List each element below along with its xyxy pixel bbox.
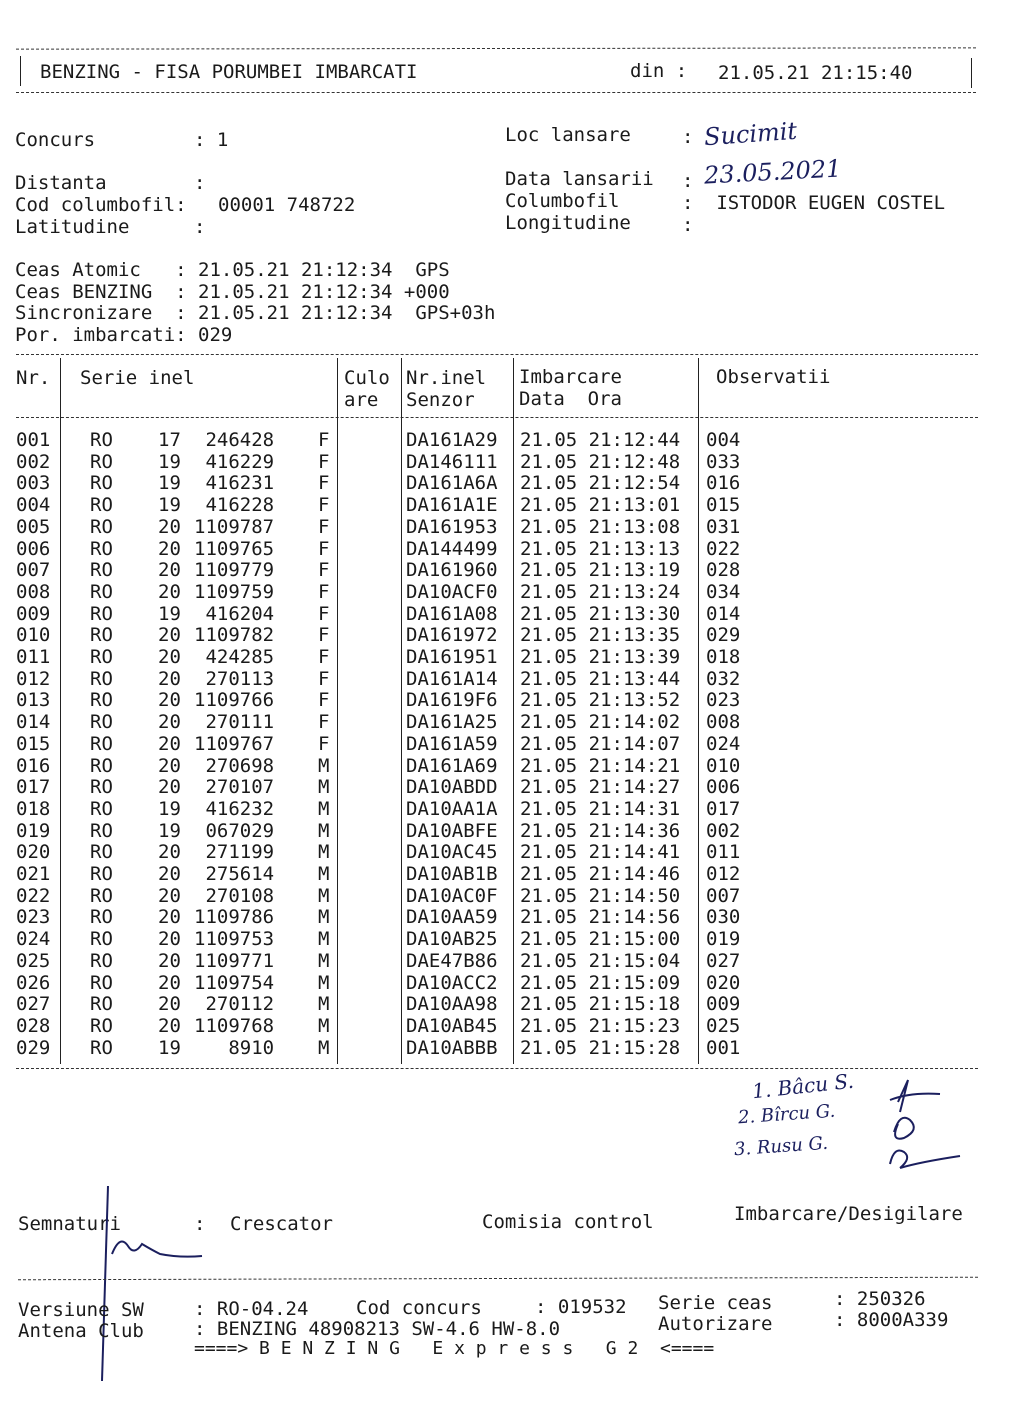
- loc-lansare-colon: :: [682, 126, 694, 148]
- autorizare-value: : 8000A339: [834, 1309, 949, 1331]
- cell-observatii: 033: [706, 450, 741, 473]
- cell-imbarcare: 21.05 21:13:44: [520, 667, 681, 690]
- data-lansarii-label: Data lansarii: [505, 168, 654, 190]
- document-title: BENZING - FISA PORUMBEI IMBARCATI: [40, 61, 418, 83]
- cell-sex: F: [318, 450, 330, 473]
- cell-sensor: DA10AC45: [406, 841, 498, 864]
- col-sep-5: [698, 358, 699, 1064]
- cell-year: 20: [158, 537, 181, 560]
- cell-year: 20: [158, 624, 181, 647]
- cell-ring-number: 416231: [194, 472, 275, 495]
- por-imbarcati-line: Por. imbarcati: 029: [15, 324, 233, 346]
- cell-sensor: DA10AB1B: [406, 863, 498, 885]
- cell-nr: 012: [16, 667, 51, 690]
- cell-year: 20: [158, 863, 181, 885]
- cell-ring-number: 416232: [194, 797, 275, 820]
- cell-nr: 010: [16, 624, 51, 647]
- cell-sex: F: [318, 624, 330, 647]
- cell-year: 20: [158, 928, 181, 951]
- cell-nr: 026: [16, 971, 51, 994]
- cell-sensor: DA10ABBB: [406, 1036, 498, 1059]
- cell-sensor: DA10AB25: [406, 928, 498, 951]
- cell-year: 19: [158, 797, 181, 820]
- cell-observatii: 002: [706, 819, 741, 842]
- cell-nr: 005: [16, 515, 51, 538]
- cell-imbarcare: 21.05 21:14:02: [520, 711, 681, 734]
- cell-sensor: DAE47B86: [406, 949, 498, 972]
- col-header-imbarcare-1: Imbarcare: [519, 366, 622, 388]
- cell-observatii: 022: [706, 537, 741, 560]
- cell-year: 19: [158, 450, 181, 473]
- cell-nr: 022: [16, 884, 51, 907]
- ceas-atomic-line: Ceas Atomic : 21.05.21 21:12:34 GPS: [15, 259, 450, 281]
- cell-sex: F: [318, 667, 330, 690]
- cell-ring-number: 270698: [194, 754, 275, 777]
- imbarcare-desigilare-label: Imbarcare/Desigilare: [734, 1203, 963, 1225]
- header-left-border: [20, 56, 21, 86]
- distanta-value: :: [194, 172, 206, 194]
- cell-country: RO: [90, 494, 113, 517]
- data-lansarii-colon: :: [682, 170, 694, 192]
- commission-note-3: 3. Rusu G.: [733, 1132, 829, 1161]
- cell-nr: 004: [16, 494, 51, 517]
- cell-nr: 029: [16, 1036, 51, 1059]
- cell-year: 20: [158, 971, 181, 994]
- cell-observatii: 031: [706, 515, 741, 538]
- cod-concurs-value: : 019532: [535, 1296, 627, 1318]
- cell-sex: F: [318, 494, 330, 517]
- cell-country: RO: [90, 884, 113, 907]
- cell-nr: 028: [16, 1014, 51, 1037]
- cell-imbarcare: 21.05 21:14:21: [520, 754, 681, 777]
- cell-year: 20: [158, 776, 181, 799]
- cell-nr: 017: [16, 776, 51, 799]
- cell-observatii: 032: [706, 667, 741, 690]
- cell-ring-number: 1109787: [194, 515, 275, 538]
- cell-nr: 015: [16, 732, 51, 755]
- cell-observatii: 011: [706, 841, 741, 864]
- cell-country: RO: [90, 515, 113, 538]
- cell-country: RO: [90, 624, 113, 647]
- col-header-observatii: Observatii: [716, 366, 831, 388]
- cell-sex: M: [318, 949, 330, 972]
- cell-imbarcare: 21.05 21:13:39: [520, 646, 681, 668]
- cell-imbarcare: 21.05 21:15:00: [520, 928, 681, 951]
- cell-year: 19: [158, 602, 181, 625]
- sincronizare-line: Sincronizare : 21.05.21 21:12:34 GPS+03h: [15, 302, 496, 324]
- latitudine-value: :: [194, 216, 206, 238]
- cell-year: 19: [158, 1036, 181, 1059]
- cell-country: RO: [90, 429, 113, 451]
- din-value: 21.05.21 21:15:40: [718, 62, 913, 84]
- col-header-imbarcare-2: Data Ora: [519, 388, 622, 410]
- cell-ring-number: 8910: [194, 1036, 275, 1059]
- commission-note-1: 1. Bâcu S.: [751, 1068, 855, 1104]
- cell-sex: F: [318, 711, 330, 734]
- cell-country: RO: [90, 971, 113, 994]
- cell-sensor: DA161953: [406, 515, 498, 538]
- cell-sensor: DA1619F6: [406, 689, 498, 712]
- cell-imbarcare: 21.05 21:13:01: [520, 494, 681, 517]
- cell-sensor: DA144499: [406, 537, 498, 560]
- commission-signatures: [880, 1072, 970, 1182]
- cell-observatii: 015: [706, 494, 741, 517]
- cell-nr: 002: [16, 450, 51, 473]
- cell-ring-number: 270107: [194, 776, 275, 799]
- cell-imbarcare: 21.05 21:15:28: [520, 1036, 681, 1059]
- cell-country: RO: [90, 646, 113, 668]
- cell-sensor: DA161951: [406, 646, 498, 668]
- cell-observatii: 014: [706, 602, 741, 625]
- comisia-control-label: Comisia control: [482, 1211, 654, 1233]
- cell-imbarcare: 21.05 21:14:07: [520, 732, 681, 755]
- cell-ring-number: 270111: [194, 711, 275, 734]
- cell-sex: M: [318, 1014, 330, 1037]
- cell-imbarcare: 21.05 21:13:19: [520, 559, 681, 582]
- cod-columbofil-label: Cod columbofil:: [15, 194, 187, 216]
- crescator-signature: [90, 1186, 210, 1386]
- cell-sensor: DA161A08: [406, 602, 498, 625]
- cell-sensor: DA161A69: [406, 754, 498, 777]
- cell-sex: F: [318, 689, 330, 712]
- cell-observatii: 028: [706, 559, 741, 582]
- cell-ring-number: 1109759: [194, 580, 275, 603]
- cell-sensor: DA161A29: [406, 429, 498, 451]
- cell-sex: F: [318, 472, 330, 495]
- versiune-sw-label: Versiune SW: [18, 1299, 144, 1321]
- col-sep-3: [401, 358, 402, 1064]
- cell-imbarcare: 21.05 21:12:48: [520, 450, 681, 473]
- versiune-sw-value: : RO-04.24: [194, 1298, 309, 1320]
- cell-nr: 018: [16, 797, 51, 820]
- cell-ring-number: 1109765: [194, 537, 275, 560]
- cell-ring-number: 1109753: [194, 928, 275, 951]
- cell-year: 20: [158, 884, 181, 907]
- cell-imbarcare: 21.05 21:13:24: [520, 580, 681, 603]
- cell-country: RO: [90, 906, 113, 929]
- cell-observatii: 012: [706, 863, 741, 885]
- cell-year: 19: [158, 472, 181, 495]
- serie-ceas-label: Serie ceas: [658, 1292, 773, 1314]
- cell-ring-number: 275614: [194, 863, 275, 885]
- cell-nr: 020: [16, 841, 51, 864]
- benzing-express-banner: ====> B E N Z I N G E x p r e s s G 2 <====: [194, 1338, 715, 1359]
- cell-country: RO: [90, 732, 113, 755]
- cell-sex: M: [318, 797, 330, 820]
- col-header-nr: Nr.: [16, 367, 51, 389]
- cod-columbofil-value: 00001 748722: [218, 194, 356, 216]
- cell-ring-number: 416229: [194, 450, 275, 473]
- cell-ring-number: 1109771: [194, 949, 275, 972]
- cell-sex: F: [318, 537, 330, 560]
- cell-nr: 008: [16, 580, 51, 603]
- cell-sensor: DA10ACC2: [406, 971, 498, 994]
- concurs-value: : 1: [194, 129, 229, 151]
- header-right-border: [971, 58, 972, 88]
- cell-nr: 019: [16, 819, 51, 842]
- cell-nr: 014: [16, 711, 51, 734]
- commission-note-2: 2. Bîrcu G.: [737, 1100, 836, 1129]
- cell-sensor: DA10ABDD: [406, 776, 498, 799]
- concurs-label: Concurs: [15, 129, 96, 151]
- cell-imbarcare: 21.05 21:13:08: [520, 515, 681, 538]
- cell-sex: M: [318, 819, 330, 842]
- cell-nr: 006: [16, 537, 51, 560]
- cell-imbarcare: 21.05 21:14:27: [520, 776, 681, 799]
- cell-sensor: DA161A14: [406, 667, 498, 690]
- cell-ring-number: 270112: [194, 993, 275, 1016]
- cell-nr: 021: [16, 863, 51, 885]
- cell-year: 20: [158, 667, 181, 690]
- cell-sex: M: [318, 906, 330, 929]
- cell-country: RO: [90, 537, 113, 560]
- cell-sensor: DA146111: [406, 450, 498, 473]
- col-sep-1: [60, 358, 61, 1064]
- cell-imbarcare: 21.05 21:12:54: [520, 472, 681, 495]
- crescator-label: Crescator: [230, 1213, 333, 1235]
- cell-sensor: DA161A59: [406, 732, 498, 755]
- cell-sex: F: [318, 580, 330, 603]
- cell-country: RO: [90, 841, 113, 864]
- cell-observatii: 006: [706, 776, 741, 799]
- cell-observatii: 029: [706, 624, 741, 647]
- cell-nr: 027: [16, 993, 51, 1016]
- cell-year: 20: [158, 711, 181, 734]
- cell-country: RO: [90, 559, 113, 582]
- cell-sex: F: [318, 646, 330, 668]
- semnaturi-colon: :: [194, 1213, 206, 1235]
- cell-imbarcare: 21.05 21:14:31: [520, 797, 681, 820]
- cell-sensor: DA10AC0F: [406, 884, 498, 907]
- cell-ring-number: 416204: [194, 602, 275, 625]
- cell-sex: F: [318, 602, 330, 625]
- cell-observatii: 027: [706, 949, 741, 972]
- cell-year: 20: [158, 949, 181, 972]
- cell-imbarcare: 21.05 21:13:35: [520, 624, 681, 647]
- distanta-label: Distanta: [15, 172, 107, 194]
- cell-year: 19: [158, 494, 181, 517]
- cell-observatii: 008: [706, 711, 741, 734]
- cell-observatii: 017: [706, 797, 741, 820]
- cell-country: RO: [90, 689, 113, 712]
- cell-nr: 009: [16, 602, 51, 625]
- cell-country: RO: [90, 993, 113, 1016]
- cell-sex: M: [318, 754, 330, 777]
- cell-observatii: 024: [706, 732, 741, 755]
- cell-imbarcare: 21.05 21:14:56: [520, 906, 681, 929]
- cell-observatii: 010: [706, 754, 741, 777]
- loc-lansare-label: Loc lansare: [505, 124, 631, 146]
- semnaturi-label: Semnaturi: [18, 1213, 121, 1235]
- cell-observatii: 019: [706, 928, 741, 951]
- cell-observatii: 018: [706, 646, 741, 668]
- cell-ring-number: 067029: [194, 819, 275, 842]
- cell-year: 20: [158, 732, 181, 755]
- cell-ring-number: 1109767: [194, 732, 275, 755]
- cell-year: 17: [158, 429, 181, 451]
- cell-country: RO: [90, 754, 113, 777]
- cell-year: 20: [158, 906, 181, 929]
- cell-ring-number: 270113: [194, 667, 275, 690]
- cell-country: RO: [90, 928, 113, 951]
- cell-sex: F: [318, 429, 330, 451]
- cell-ring-number: 1109754: [194, 971, 275, 994]
- cell-sex: M: [318, 928, 330, 951]
- cell-year: 20: [158, 559, 181, 582]
- cell-country: RO: [90, 797, 113, 820]
- cell-year: 20: [158, 580, 181, 603]
- columbofil-value: : ISTODOR EUGEN COSTEL: [682, 192, 946, 214]
- cell-observatii: 007: [706, 884, 741, 907]
- cell-sensor: DA10AB45: [406, 1014, 498, 1037]
- cell-nr: 003: [16, 472, 51, 495]
- cell-observatii: 030: [706, 906, 741, 929]
- cell-observatii: 025: [706, 1014, 741, 1037]
- cell-imbarcare: 21.05 21:15:09: [520, 971, 681, 994]
- cell-nr: 025: [16, 949, 51, 972]
- loc-lansare-value: Sucimit: [703, 116, 798, 152]
- cell-observatii: 001: [706, 1036, 741, 1059]
- cell-imbarcare: 21.05 21:15:18: [520, 993, 681, 1016]
- cell-year: 19: [158, 819, 181, 842]
- cell-country: RO: [90, 602, 113, 625]
- cell-nr: 007: [16, 559, 51, 582]
- cell-nr: 024: [16, 928, 51, 951]
- col-header-nrinel-2: Senzor: [406, 389, 475, 411]
- cell-year: 20: [158, 1014, 181, 1037]
- cell-sensor: DA10AA59: [406, 906, 498, 929]
- cell-country: RO: [90, 472, 113, 495]
- cell-imbarcare: 21.05 21:14:41: [520, 841, 681, 864]
- cell-ring-number: 1109779: [194, 559, 275, 582]
- table-bottom-border: [16, 1068, 978, 1069]
- cell-sensor: DA161972: [406, 624, 498, 647]
- ceas-benzing-line: Ceas BENZING : 21.05.21 21:12:34 +000: [15, 281, 450, 303]
- cell-sex: M: [318, 863, 330, 885]
- cell-ring-number: 271199: [194, 841, 275, 864]
- col-header-serie: Serie inel: [80, 367, 195, 389]
- col-sep-2: [337, 358, 338, 1064]
- cell-sex: M: [318, 776, 330, 799]
- header-bottom-border: [16, 92, 976, 93]
- cell-sex: F: [318, 515, 330, 538]
- autorizare-label: Autorizare: [658, 1313, 773, 1335]
- cell-sex: M: [318, 841, 330, 864]
- cell-country: RO: [90, 776, 113, 799]
- cod-concurs-label: Cod concurs: [356, 1297, 482, 1319]
- col-header-culoare-2: are: [344, 389, 379, 411]
- cell-nr: 011: [16, 646, 51, 668]
- cell-sensor: DA161A1E: [406, 494, 498, 517]
- cell-observatii: 023: [706, 689, 741, 712]
- cell-sex: M: [318, 993, 330, 1016]
- cell-nr: 016: [16, 754, 51, 777]
- col-header-culoare-1: Culo: [344, 367, 390, 389]
- cell-imbarcare: 21.05 21:15:23: [520, 1014, 681, 1037]
- cell-sensor: DA161960: [406, 559, 498, 582]
- cell-year: 20: [158, 515, 181, 538]
- cell-country: RO: [90, 450, 113, 473]
- antena-club-label: Antena Club: [18, 1320, 144, 1342]
- cell-year: 20: [158, 993, 181, 1016]
- latitudine-label: Latitudine: [15, 216, 130, 238]
- cell-sensor: DA10ACF0: [406, 580, 498, 603]
- cell-imbarcare: 21.05 21:15:04: [520, 949, 681, 972]
- table-header-border: [16, 417, 978, 418]
- cell-imbarcare: 21.05 21:14:46: [520, 863, 681, 885]
- cell-ring-number: 424285: [194, 646, 275, 668]
- cell-ring-number: 246428: [194, 429, 275, 451]
- cell-ring-number: 1109782: [194, 624, 275, 647]
- cell-ring-number: 1109768: [194, 1014, 275, 1037]
- cell-sensor: DA10AA98: [406, 993, 498, 1016]
- cell-nr: 023: [16, 906, 51, 929]
- cell-country: RO: [90, 863, 113, 885]
- longitudine-label: Longitudine: [505, 212, 631, 234]
- cell-country: RO: [90, 580, 113, 603]
- cell-country: RO: [90, 711, 113, 734]
- cell-sex: M: [318, 971, 330, 994]
- cell-sensor: DA161A6A: [406, 472, 498, 495]
- cell-year: 20: [158, 841, 181, 864]
- serie-ceas-value: : 250326: [834, 1288, 926, 1310]
- cell-ring-number: 1109786: [194, 906, 275, 929]
- columbofil-label: Columbofil: [505, 190, 620, 212]
- cell-observatii: 004: [706, 429, 741, 451]
- cell-sex: M: [318, 1036, 330, 1059]
- table-top-border: [16, 354, 978, 355]
- cell-sensor: DA161A25: [406, 711, 498, 734]
- cell-ring-number: 1109766: [194, 689, 275, 712]
- cell-year: 20: [158, 646, 181, 668]
- cell-ring-number: 416228: [194, 494, 275, 517]
- cell-observatii: 009: [706, 993, 741, 1016]
- cell-country: RO: [90, 667, 113, 690]
- cell-imbarcare: 21.05 21:13:52: [520, 689, 681, 712]
- cell-country: RO: [90, 1036, 113, 1059]
- cell-imbarcare: 21.05 21:13:13: [520, 537, 681, 560]
- header-top-border: [16, 47, 976, 49]
- cell-year: 20: [158, 754, 181, 777]
- antena-club-value: : BENZING 48908213 SW-4.6 HW-8.0: [194, 1318, 561, 1340]
- cell-sensor: DA10AA1A: [406, 797, 498, 820]
- longitudine-value: :: [682, 214, 694, 236]
- cell-observatii: 034: [706, 580, 741, 603]
- cell-observatii: 016: [706, 472, 741, 495]
- col-header-nrinel-1: Nr.inel: [406, 367, 487, 389]
- cell-nr: 013: [16, 689, 51, 712]
- cell-imbarcare: 21.05 21:13:30: [520, 602, 681, 625]
- cell-country: RO: [90, 1014, 113, 1037]
- din-label: din :: [630, 60, 688, 82]
- cell-country: RO: [90, 949, 113, 972]
- cell-imbarcare: 21.05 21:14:36: [520, 819, 681, 842]
- cell-sensor: DA10ABFE: [406, 819, 498, 842]
- cell-observatii: 020: [706, 971, 741, 994]
- cell-sex: M: [318, 884, 330, 907]
- col-sep-4: [513, 358, 514, 1064]
- data-lansarii-value: 23.05.2021: [703, 154, 843, 190]
- cell-imbarcare: 21.05 21:14:50: [520, 884, 681, 907]
- cell-imbarcare: 21.05 21:12:44: [520, 429, 681, 451]
- cell-sex: F: [318, 732, 330, 755]
- cell-sex: F: [318, 559, 330, 582]
- cell-country: RO: [90, 819, 113, 842]
- cell-nr: 001: [16, 429, 51, 451]
- cell-year: 20: [158, 689, 181, 712]
- cell-ring-number: 270108: [194, 884, 275, 907]
